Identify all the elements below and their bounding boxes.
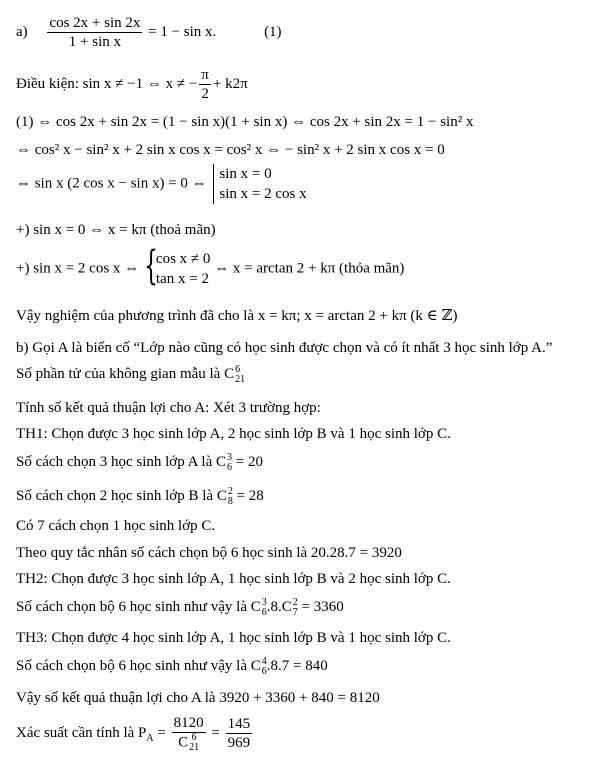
prob-eq2: =	[211, 724, 220, 741]
sample-space-binom	[235, 365, 245, 385]
condition-lhs: sin x ≠ −1 ⇔ x ≠ −	[82, 75, 198, 92]
th1-a-binom	[227, 453, 232, 473]
prob-den1-binom	[189, 733, 199, 753]
equation-rhs: = 1 − sin x.	[148, 23, 217, 40]
th1-a-value: = 20	[235, 454, 263, 470]
case2-lhs: +) sin x = 2 cos x ⇔	[16, 260, 140, 277]
binom-sup: 2	[227, 485, 233, 497]
th2-count-line	[16, 597, 344, 618]
th1-line: TH1: Chọn được 3 học sinh lớp A, 2 học sinh lớp B và 1 học sinh lớp C.	[16, 426, 451, 442]
binom-sup: 6	[235, 363, 241, 375]
th2-label: Số cách chọn bộ 6 học sinh như vậy là C	[16, 599, 261, 615]
th3-line: TH3: Chọn được 4 học sinh lớp A, 1 học sinh lớp B và 1 học sinh lớp C.	[16, 630, 451, 646]
condition-frac-den: 2	[201, 86, 209, 102]
favorable-line: Vậy số kết quả thuận lợi cho A là 3920 + 3360 + 840 = 8120	[16, 690, 380, 706]
th2-line: TH2: Chọn được 3 học sinh lớp A, 1 học sinh lớp B và 2 học sinh lớp C.	[16, 571, 451, 587]
binom-sup: 4	[261, 655, 267, 667]
th2-mid: .8.C	[266, 599, 292, 615]
step3-case2: sin x = 2 cos x	[219, 186, 307, 202]
case1-line: +) sin x = 0 ⇔ x = kπ (thoả mãn)	[16, 222, 216, 238]
case2-system	[146, 249, 210, 289]
step3-bracket	[213, 164, 306, 204]
count-intro-line: Tính số kết quả thuận lợi cho A: Xét 3 trường hợp:	[16, 400, 321, 416]
step2-line: ⇔ cos² x − sin² x + 2 sin x cos x = cos² x ⇔ − sin² x + 2 sin x cos x = 0	[16, 142, 445, 158]
th3-label: Số cách chọn bộ 6 học sinh như vậy là C	[16, 658, 261, 674]
part-a-equation	[16, 14, 282, 51]
step3-lhs: ⇔ sin x (2 cos x − sin x) = 0 ⇔	[16, 175, 207, 192]
th1-b-binom	[228, 487, 233, 507]
binom-sup: 2	[292, 596, 298, 608]
prob-den2: 969	[227, 735, 251, 751]
binom-sub: 7	[292, 606, 298, 618]
equation-denominator: 1 + sin x	[68, 34, 121, 50]
prob-den1-c: C	[178, 734, 189, 751]
step1-line: (1) ⇔ cos 2x + sin 2x = (1 − sin x)(1 + sin x) ⇔ cos 2x + sin 2x = 1 − sin² x	[16, 114, 474, 130]
probability-line	[16, 714, 254, 753]
binom-sub: 6	[261, 606, 267, 618]
condition-fraction	[199, 66, 211, 103]
step3-case1: sin x = 0	[219, 166, 272, 182]
th1-a-line	[16, 452, 263, 473]
th1-b-line	[16, 486, 264, 507]
step3-line	[16, 164, 307, 204]
case2-line	[16, 249, 404, 289]
binom-sup: 3	[261, 596, 267, 608]
prob-fraction-1	[172, 714, 206, 753]
conclusion-line: Vậy nghiệm của phương trình đã cho là x = kπ; x = arctan 2 + kπ (k ∈ ℤ)	[16, 308, 458, 324]
prob-sub: A	[146, 732, 154, 744]
binom-sub: 8	[227, 495, 233, 507]
prob-fraction-2	[226, 715, 253, 752]
th1-b-label: Số cách chọn 2 học sinh lớp B là C	[16, 488, 227, 504]
equation-numerator: cos 2x + sin 2x	[49, 15, 141, 31]
prob-num2: 145	[227, 716, 251, 732]
th2-value: = 3360	[301, 599, 344, 615]
th3-value: .8.7 = 840	[266, 658, 328, 674]
th1-b-value: = 28	[236, 488, 264, 504]
th3-count-line	[16, 656, 328, 677]
binom-sup: 6	[191, 732, 197, 743]
th1-total-line: Theo quy tắc nhân số cách chọn bộ 6 học sinh là 20.28.7 = 3920	[16, 545, 402, 561]
binom-sub: 21	[189, 742, 200, 753]
part-a-label: a)	[16, 23, 28, 40]
prob-num1: 8120	[173, 715, 204, 731]
th2-binom2	[293, 598, 298, 618]
prob-den1	[172, 733, 206, 753]
case2-rhs: ⇔ x = arctan 2 + kπ (thỏa mãn)	[214, 260, 405, 277]
case2-sys1: { cos x ≠ 0	[155, 251, 211, 267]
condition-line	[16, 66, 248, 103]
binom-sub: 21	[235, 373, 246, 385]
sample-space-line	[16, 364, 245, 385]
th1-c-line: Có 7 cách chọn 1 học sinh lớp C.	[16, 518, 216, 534]
prob-eq: =	[157, 724, 166, 741]
binom-sub: 6	[261, 665, 267, 677]
th1-a-label: Số cách chọn 3 học sinh lớp A là C	[16, 454, 226, 470]
case2-sys2: tan x = 2	[155, 271, 209, 287]
equation-tag: (1)	[264, 23, 282, 40]
condition-frac-num: π	[201, 67, 209, 83]
binom-sub: 6	[227, 461, 232, 473]
binom-sup: 3	[227, 451, 232, 463]
condition-rhs: + k2π	[212, 75, 248, 92]
part-b-intro: b) Gọi A là biến cố “Lớp nào cũng có học sinh được chọn và có ít nhất 3 học sinh lớp A.”	[16, 340, 553, 356]
sample-space-label: Số phần tử của không gian mẫu là C	[16, 366, 235, 382]
prob-label: Xác suất cần tính là P	[16, 724, 147, 741]
equation-fraction	[47, 14, 142, 51]
condition-label: Điều kiện:	[16, 75, 79, 92]
